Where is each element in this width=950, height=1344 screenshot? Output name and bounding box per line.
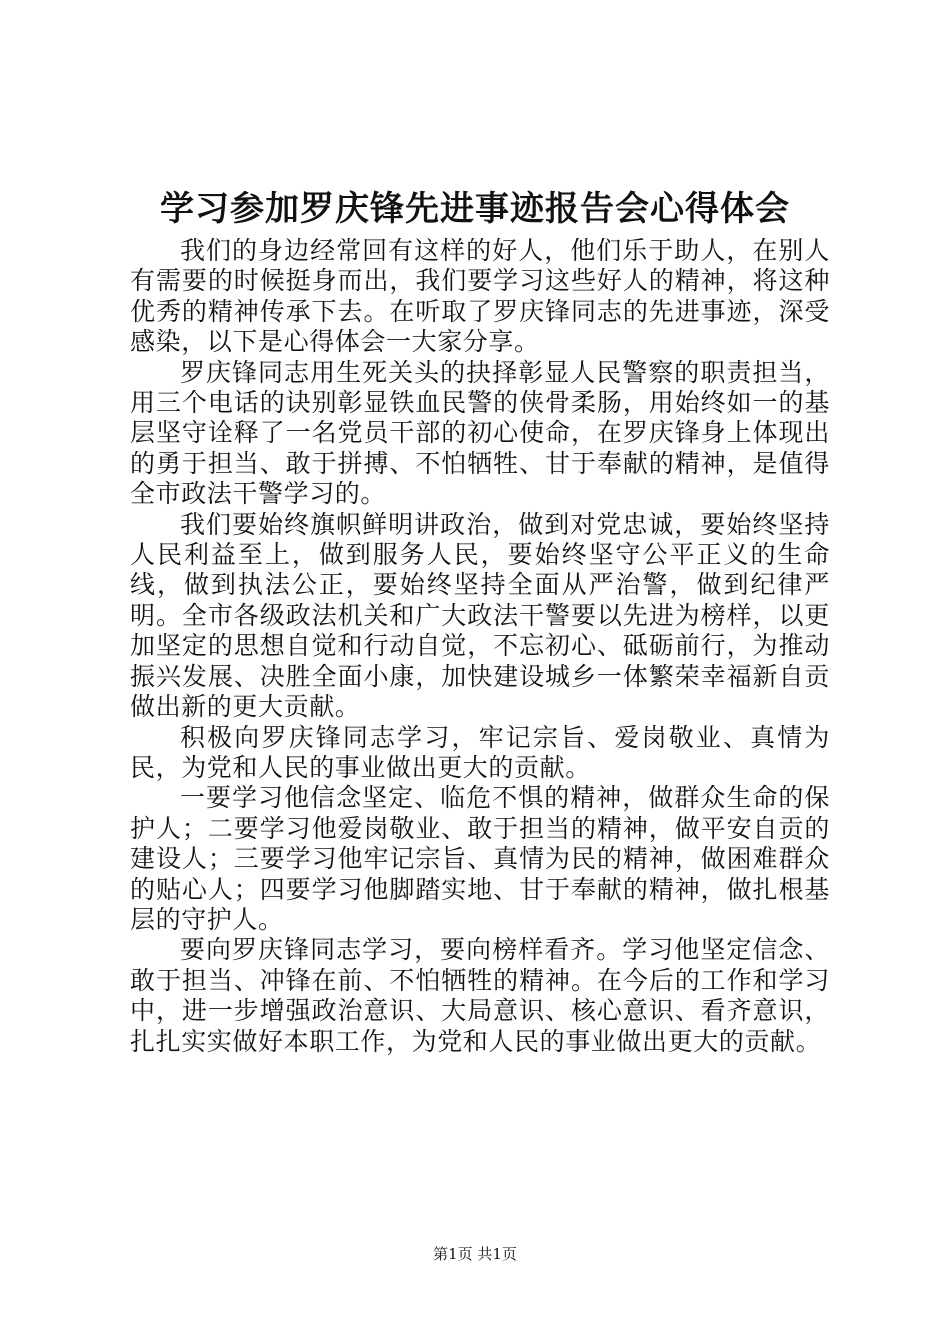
paragraph-4: 积极向罗庆锋同志学习，牢记宗旨、爱岗敬业、真情为民，为党和人民的事业做出更大的贡献。: [130, 722, 830, 782]
paragraph-5: 一要学习他信念坚定、临危不惧的精神，做群众生命的保护人；二要学习他爱岗敬业、敢于担当的精神，做平安自贡的建设人；三要学习他牢记宗旨、真情为民的精神，做困难群众的贴心人；四要学习他脚踏实地、甘于奉献的精神，做扎根基层的守护人。: [130, 783, 830, 934]
page-number-footer: 第1页 共1页: [433, 1245, 517, 1263]
paragraph-2: 罗庆锋同志用生死关头的抉择彰显人民警察的职责担当，用三个电话的诀别彰显铁血民警的侠骨柔肠，用始终如一的基层坚守诠释了一名党员干部的初心使命，在罗庆锋身上体现出的勇于担当、敢于拼搏、不怕牺牲、甘于奉献的精神，是值得全市政法干警学习的。: [130, 357, 830, 509]
paragraph-3: 我们要始终旗帜鲜明讲政治，做到对党忠诚，要始终坚持人民利益至上，做到服务人民，要始终坚守公平正义的生命线，做到执法公正，要始终坚持全面从严治警，做到纪律严明。全市各级政法机关和广大政法干警要以先进为榜样，以更加坚定的思想自觉和行动自觉，不忘初心、砥砺前行，为推动振兴发展、决胜全面小康，加快建设城乡一体繁荣幸福新自贡做出新的更大贡献。: [130, 509, 830, 722]
paragraph-1: 我们的身边经常回有这样的好人，他们乐于助人，在别人有需要的时候挺身而出，我们要学习这些好人的精神，将这种优秀的精神传承下去。在听取了罗庆锋同志的先进事迹，深受感染，以下是心得体会一大家分享。: [130, 236, 830, 357]
document-title: 学习参加罗庆锋先进事迹报告会心得体会: [160, 189, 790, 229]
paragraph-6: 要向罗庆锋同志学习，要向榜样看齐。学习他坚定信念、敢于担当、冲锋在前、不怕牺牲的精神。在今后的工作和学习中，进一步增强政治意识、大局意识、核心意识、看齐意识，扎扎实实做好本职工作，为党和人民的事业做出更大的贡献。: [130, 935, 830, 1056]
document-body: [130, 236, 830, 1057]
